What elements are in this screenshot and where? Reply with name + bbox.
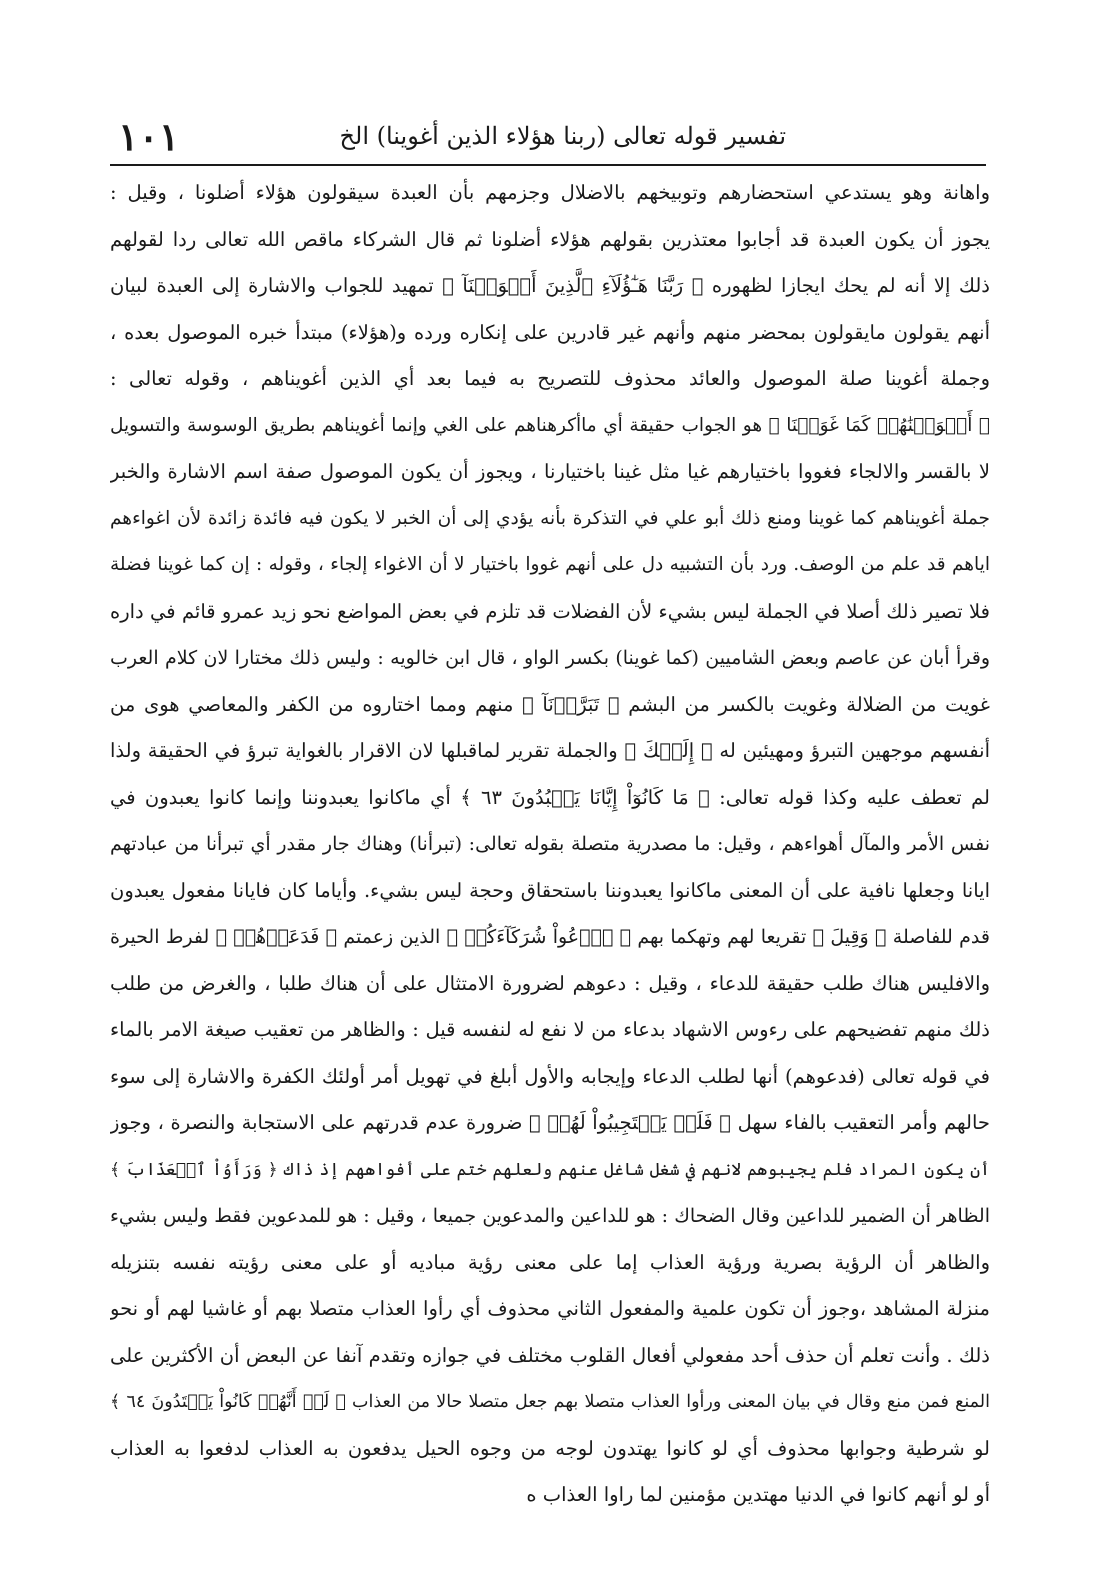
text-line: ايانا وجعلها نافية على أن المعنى ماكانوا يعبدوننا باستحقاق وحجة ليس بشيء. وأياما كان فايانا مفعول يعبدون (110, 878, 990, 902)
text-line: وقرأ أبان عن عاصم وبعض الشاميين (كما غوينا) بكسر الواو ، قال ابن خالويه : وليس ذلك مختارا لان كلام العرب (110, 647, 990, 669)
text-line: لم تعطف عليه وكذا قوله تعالى: ﴿ مَا كَانُوٓاْ إِيَّانَا يَعۡبُدُونَ ٦٣ ﴾ أي ماكانوا يعبدوننا وإنما كانوا يعبدون في (110, 785, 990, 809)
text-line: قدم للفاصلة ﴿ وَقِيلَ ﴾ تقريعا لهم وتهكما بهم ﴿ ٱدۡعُواْ شُرَكَآءَكُمۡ ﴾ الذين زعمتم ﴿ فَدَعَوۡهُمۡ ﴾ لفرط الحيرة (110, 926, 990, 948)
text-line: والظاهر أن الرؤية بصرية ورؤية العذاب إما على معنى رؤية مباديه أو على معنى رؤيته نفسه بتنزيله (110, 1250, 990, 1274)
text-line: أنهم يقولون مايقولون بمحضر منهم وأنهم غير قادرين على إنكاره ورده و(هؤلاء) مبتدأ خبره الموصول بعده ، (110, 320, 990, 344)
text-line: ذلك . وأنت تعلم أن حذف أحد مفعولي أفعال القلوب مختلف في جوازه وتقدم آنفا عن البعض أن الأكثرين على (110, 1343, 990, 1367)
text-line: لو شرطية وجوابها محذوف أي لو كانوا يهتدون لوجه من وجوه الحيل يدفعون به العذاب لدفعوا به العذاب (110, 1436, 990, 1460)
text-line: نفس الأمر والمآل أهواءهم ، وقيل: ما مصدرية متصلة بقوله تعالى: (تبرأنا) وهناك جار مقدر أي تبرأنا من عبادتهم (110, 833, 990, 855)
text-line: جملة أغويناهم كما غوينا ومنع ذلك أبو علي في التذكرة بأنه يؤدي إلى أن الخبر لا يكون فيه فائدة زائدة لأن اغواءهم (110, 507, 990, 529)
text-line: منزلة المشاهد ،وجوز أن تكون علمية والمفعول الثاني محذوف أي رأوا العذاب متصلا بهم أو غاشيا لهم أو نحو (110, 1297, 990, 1320)
text-line: يجوز أن يكون العبدة قد أجابوا معتذرين بقولهم هؤلاء أضلونا ثم قال الشركاء ماقص الله تعالى ردا لقولهم (110, 227, 990, 251)
text-line: حالهم وأمر التعقيب بالفاء سهل ﴿ فَلَمۡ يَسۡتَجِيبُواْ لَهُمۡ ﴾ ضرورة عدم قدرتهم على الاستجابة والنصرة ، وجوز (110, 1111, 990, 1134)
body-text (110, 170, 990, 1519)
text-line: وجملة أغوينا صلة الموصول والعائد محذوف للتصريح به فيما بعد أي الذين أغويناهم ، وقوله تعالى : (110, 367, 990, 390)
text-line: أنفسهم موجهين التبرؤ ومهيئين له ﴿ إِلَيۡكَ ﴾ والجملة تقرير لماقبلها لان الاقرار بالغواية تبرؤ في الحقيقة ولذا (110, 739, 990, 762)
page-number: ١٠١ (118, 114, 180, 159)
text-line: ﴿ أَغۡوَيۡنَٰهُمۡ كَمَا غَوَيۡنَا ﴾ هو الجواب حقيقة أي ماأكرهناهم على الغي وإنما أغويناهم بطريق الوسوسة والتسويل (110, 414, 990, 436)
page-header (110, 112, 986, 160)
text-line: واهانة وهو يستدعي استحضارهم وتوبيخهم بالاضلال وجزمهم بأن العبدة سيقولون هؤلاء أضلونا ، وقيل : (110, 181, 990, 204)
text-line: غويت من الضلالة وغويت بالكسر من البشم ﴿ تَبَرَّأۡنَآ ﴾ منهم ومما اختاروه من الكفر والمعاصي هوى من (110, 692, 990, 716)
text-line: أو لو أنهم كانوا في الدنيا مهتدين مؤمنين لما راوا العذاب ه (526, 1483, 990, 1506)
text-line: في قوله تعالى (فدعوهم) أنها لطلب الدعاء وإيجابه والأول أبلغ في تهويل أمر أولئك الكفرة والاشارة إلى سوء (110, 1064, 990, 1088)
text-line: أن يكون المراد فلم يجيبوهم لانهم في شغل شاغل عنهم ولعلهم ختم على أفواههم إذ ذاك ﴿ وَرَأَوُاْ ٱلۡعَذَابَ ﴾ (110, 1159, 990, 1180)
text-line: الظاهر أن الضمير للداعين وقال الضحاك : هو للداعين والمدعوين جميعا ، وقيل : هو للمدعوين فقط وليس بشيء (110, 1205, 990, 1227)
text-line: المنع فمن منع وقال في بيان المعنى ورأوا العذاب متصلا بهم جعل متصلا حالا من العذاب ﴿ لَوۡ أَنَّهُمۡ كَانُواْ يَهۡتَدُونَ ٦٤ ﴾ (110, 1392, 990, 1412)
text-line: اياهم قد علم من الوصف. ورد بأن التشبيه دل على أنهم غووا باختيار لا أن الاغواء إلجاء ، وقوله : إن كما غوينا فضلة (110, 554, 990, 575)
text-line: لا بالقسر والالجاء فغووا باختيارهم غيا مثل غينا باختيارنا ، ويجوز أن يكون الموصول صفة اسم الاشارة والخبر (110, 460, 990, 483)
header-rule (110, 164, 986, 166)
running-title: تفسير قوله تعالى (ربنا هؤلاء الذين أغوينا) الخ (339, 122, 786, 150)
text-line: ذلك منهم تفضيحهم على رءوس الاشهاد بدعاء من لا نفع له لنفسه قيل : والظاهر من تعقيب صيغة الامر بالماء (110, 1018, 990, 1041)
text-line: فلا تصير ذلك أصلا في الجملة ليس بشيء لأن الفضلات قد تلزم في بعض المواضع نحو زيد عمرو قائم في داره (110, 599, 990, 623)
text-line: والافليس هناك طلب حقيقة للدعاء ، وقيل : دعوهم لضرورة الامتثال على أن هناك طلبا ، والغرض من طلب (110, 971, 990, 995)
text-line: ذلك إلا أنه لم يحك ايجازا لظهوره ﴿ رَبَّنَا هَـٰٓؤُلَآءِ ٱلَّذِينَ أَغۡوَيۡنَآ ﴾ تمهيد للجواب والاشارة إلى العبدة لبيان (110, 274, 990, 297)
